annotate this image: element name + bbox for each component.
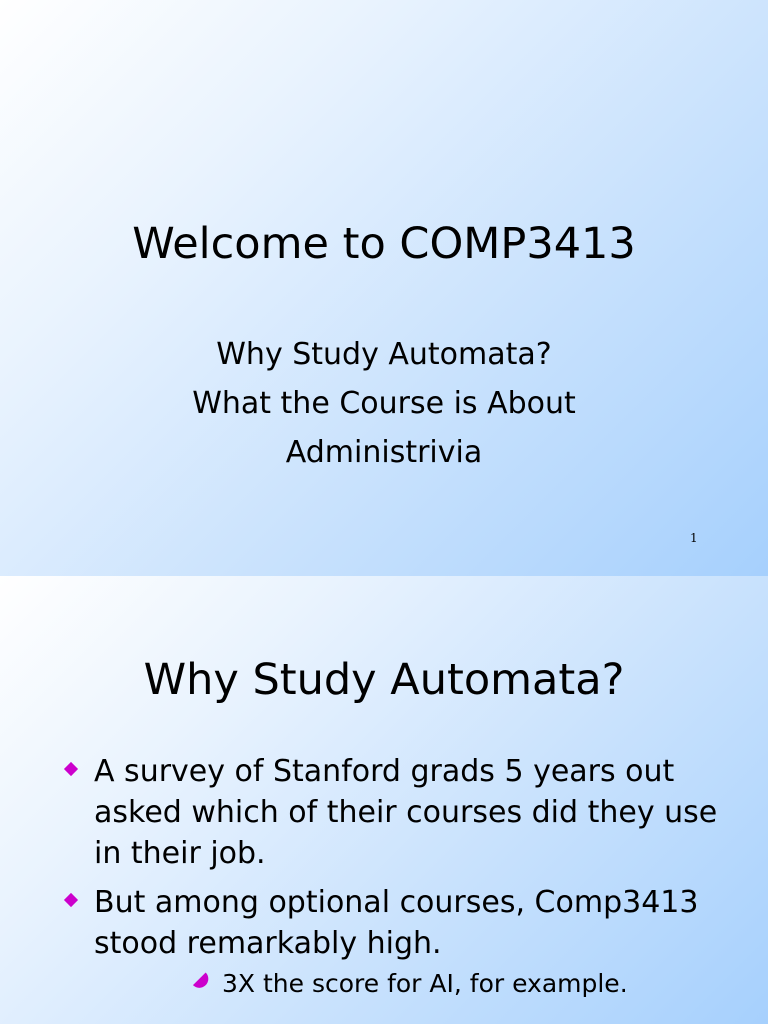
slide-2 (0, 576, 768, 1024)
bullet-survey-text: A survey of Stanford grads 5 years out asked which of their courses did they use in their job. (94, 754, 718, 871)
diamond-bullet-icon (64, 893, 78, 907)
half-circle-bullet-icon (193, 972, 212, 991)
bullet-optional-courses-text: But among optional courses, Comp3413 stood remarkably high. (94, 885, 699, 961)
sub-bullet-ai-score (94, 966, 748, 1002)
bullet-survey (0, 751, 768, 874)
slide-1-title: Welcome to COMP3413 (132, 219, 636, 269)
diamond-bullet-icon (64, 762, 78, 776)
sub-bullet-ai-score-text: 3X the score for AI, for example. (222, 969, 628, 998)
slide-2-bullet-list (0, 751, 768, 1010)
slide-1-subtitle-list (0, 330, 768, 477)
subtitle-course-about: What the Course is About (192, 386, 576, 421)
bullet-optional-courses (0, 882, 768, 1002)
subtitle-administrivia: Administrivia (285, 435, 483, 470)
slide-1-page-number: 1 (690, 531, 698, 545)
subtitle-why-study: Why Study Automata? (216, 337, 552, 372)
slide-2-title: Why Study Automata? (143, 655, 625, 705)
